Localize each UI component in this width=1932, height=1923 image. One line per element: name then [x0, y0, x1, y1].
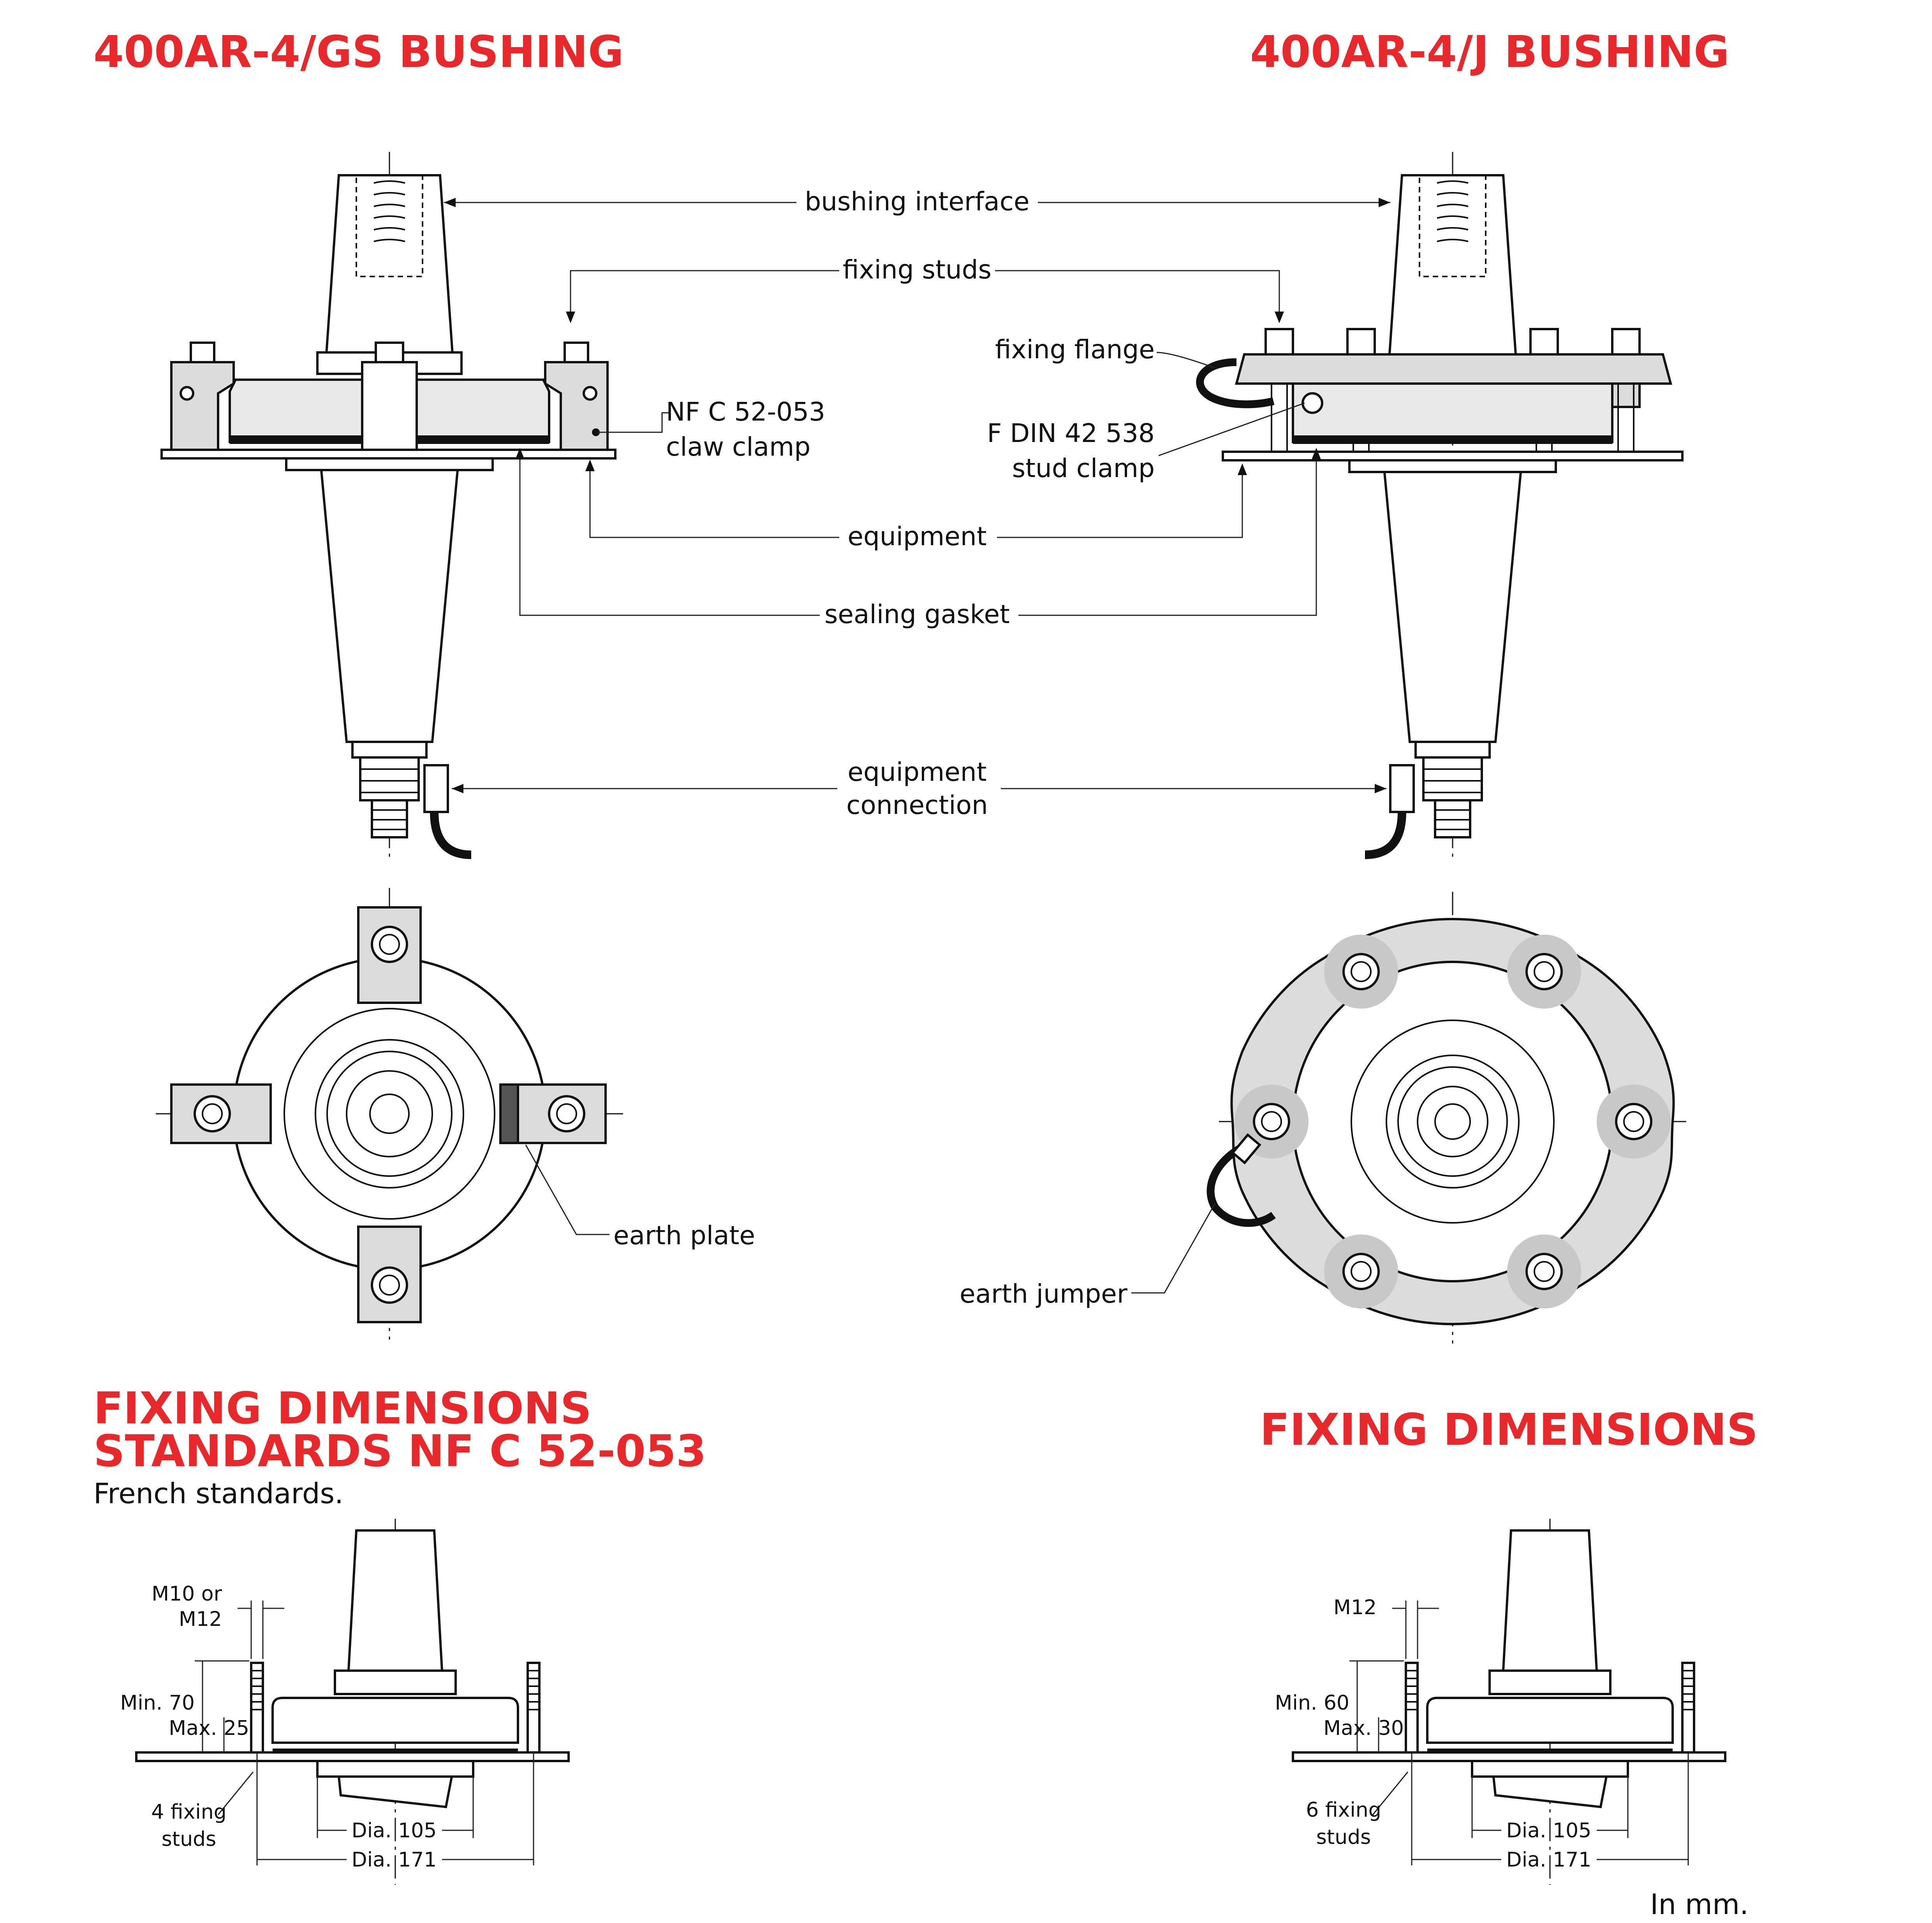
label-equipment: equipment [847, 521, 987, 551]
j-bushing-plan [1131, 892, 1686, 1344]
dim-max-plate-thickness-j: Max. 30 [1323, 1717, 1404, 1740]
dim-fixing-studs-line2: studs [161, 1828, 217, 1851]
label-earth-plate: earth plate [613, 1220, 756, 1250]
j-bushing-elevation [1200, 152, 1682, 857]
gs-bushing-elevation [162, 152, 615, 857]
dim-inner-diameter-j: Dia. 105 [1506, 1819, 1592, 1842]
dim-min-stud-length: Min. 70 [120, 1691, 195, 1715]
dim-thread-line2: M12 [178, 1608, 222, 1631]
title-400ar-4-gs: 400AR-4/GS BUSHING [93, 27, 624, 77]
dim-fixing-studs-j-line2: studs [1316, 1826, 1371, 1849]
subtitle-french-standards: French standards. [93, 1477, 343, 1510]
label-sealing-gasket: sealing gasket [824, 599, 1010, 629]
label-fixing-studs: fixing studs [842, 255, 992, 285]
dim-thread-line1: M10 or [151, 1582, 222, 1606]
label-claw-clamp-line1: NF C 52-053 [666, 397, 826, 427]
label-claw-clamp-line2: claw clamp [666, 432, 811, 462]
label-fixing-flange: fixing flange [995, 335, 1155, 365]
label-stud-clamp-line2: stud clamp [1012, 453, 1155, 483]
gs-bushing-plan [156, 888, 623, 1340]
title-400ar-4-j: 400AR-4/J BUSHING [1250, 27, 1729, 77]
units-note: In mm. [1650, 1888, 1749, 1921]
dim-min-stud-length-j: Min. 60 [1275, 1691, 1349, 1715]
dim-outer-diameter-j: Dia. 171 [1506, 1848, 1592, 1872]
title-fixing-dimensions-right: FIXING DIMENSIONS [1260, 1405, 1758, 1455]
dim-outer-diameter: Dia. 171 [351, 1848, 437, 1872]
label-bushing-interface: bushing interface [805, 187, 1030, 217]
leader-lines [444, 198, 1390, 793]
title-fixing-dimensions-left-line1: FIXING DIMENSIONS [93, 1383, 592, 1434]
dim-inner-diameter: Dia. 105 [351, 1819, 437, 1842]
dim-thread-j: M12 [1333, 1596, 1377, 1619]
label-equipment-connection-line2: connection [846, 790, 988, 820]
label-stud-clamp-line1: F DIN 42 538 [987, 418, 1155, 448]
dim-fixing-studs-j-line1: 6 fixing [1306, 1798, 1381, 1822]
label-earth-jumper: earth jumper [960, 1279, 1127, 1309]
label-equipment-connection-line1: equipment [847, 757, 987, 787]
title-fixing-dimensions-left-line2: STANDARDS NF C 52-053 [93, 1426, 706, 1477]
dim-max-plate-thickness: Max. 25 [169, 1717, 249, 1740]
dim-fixing-studs-line1: 4 fixing [151, 1800, 227, 1824]
